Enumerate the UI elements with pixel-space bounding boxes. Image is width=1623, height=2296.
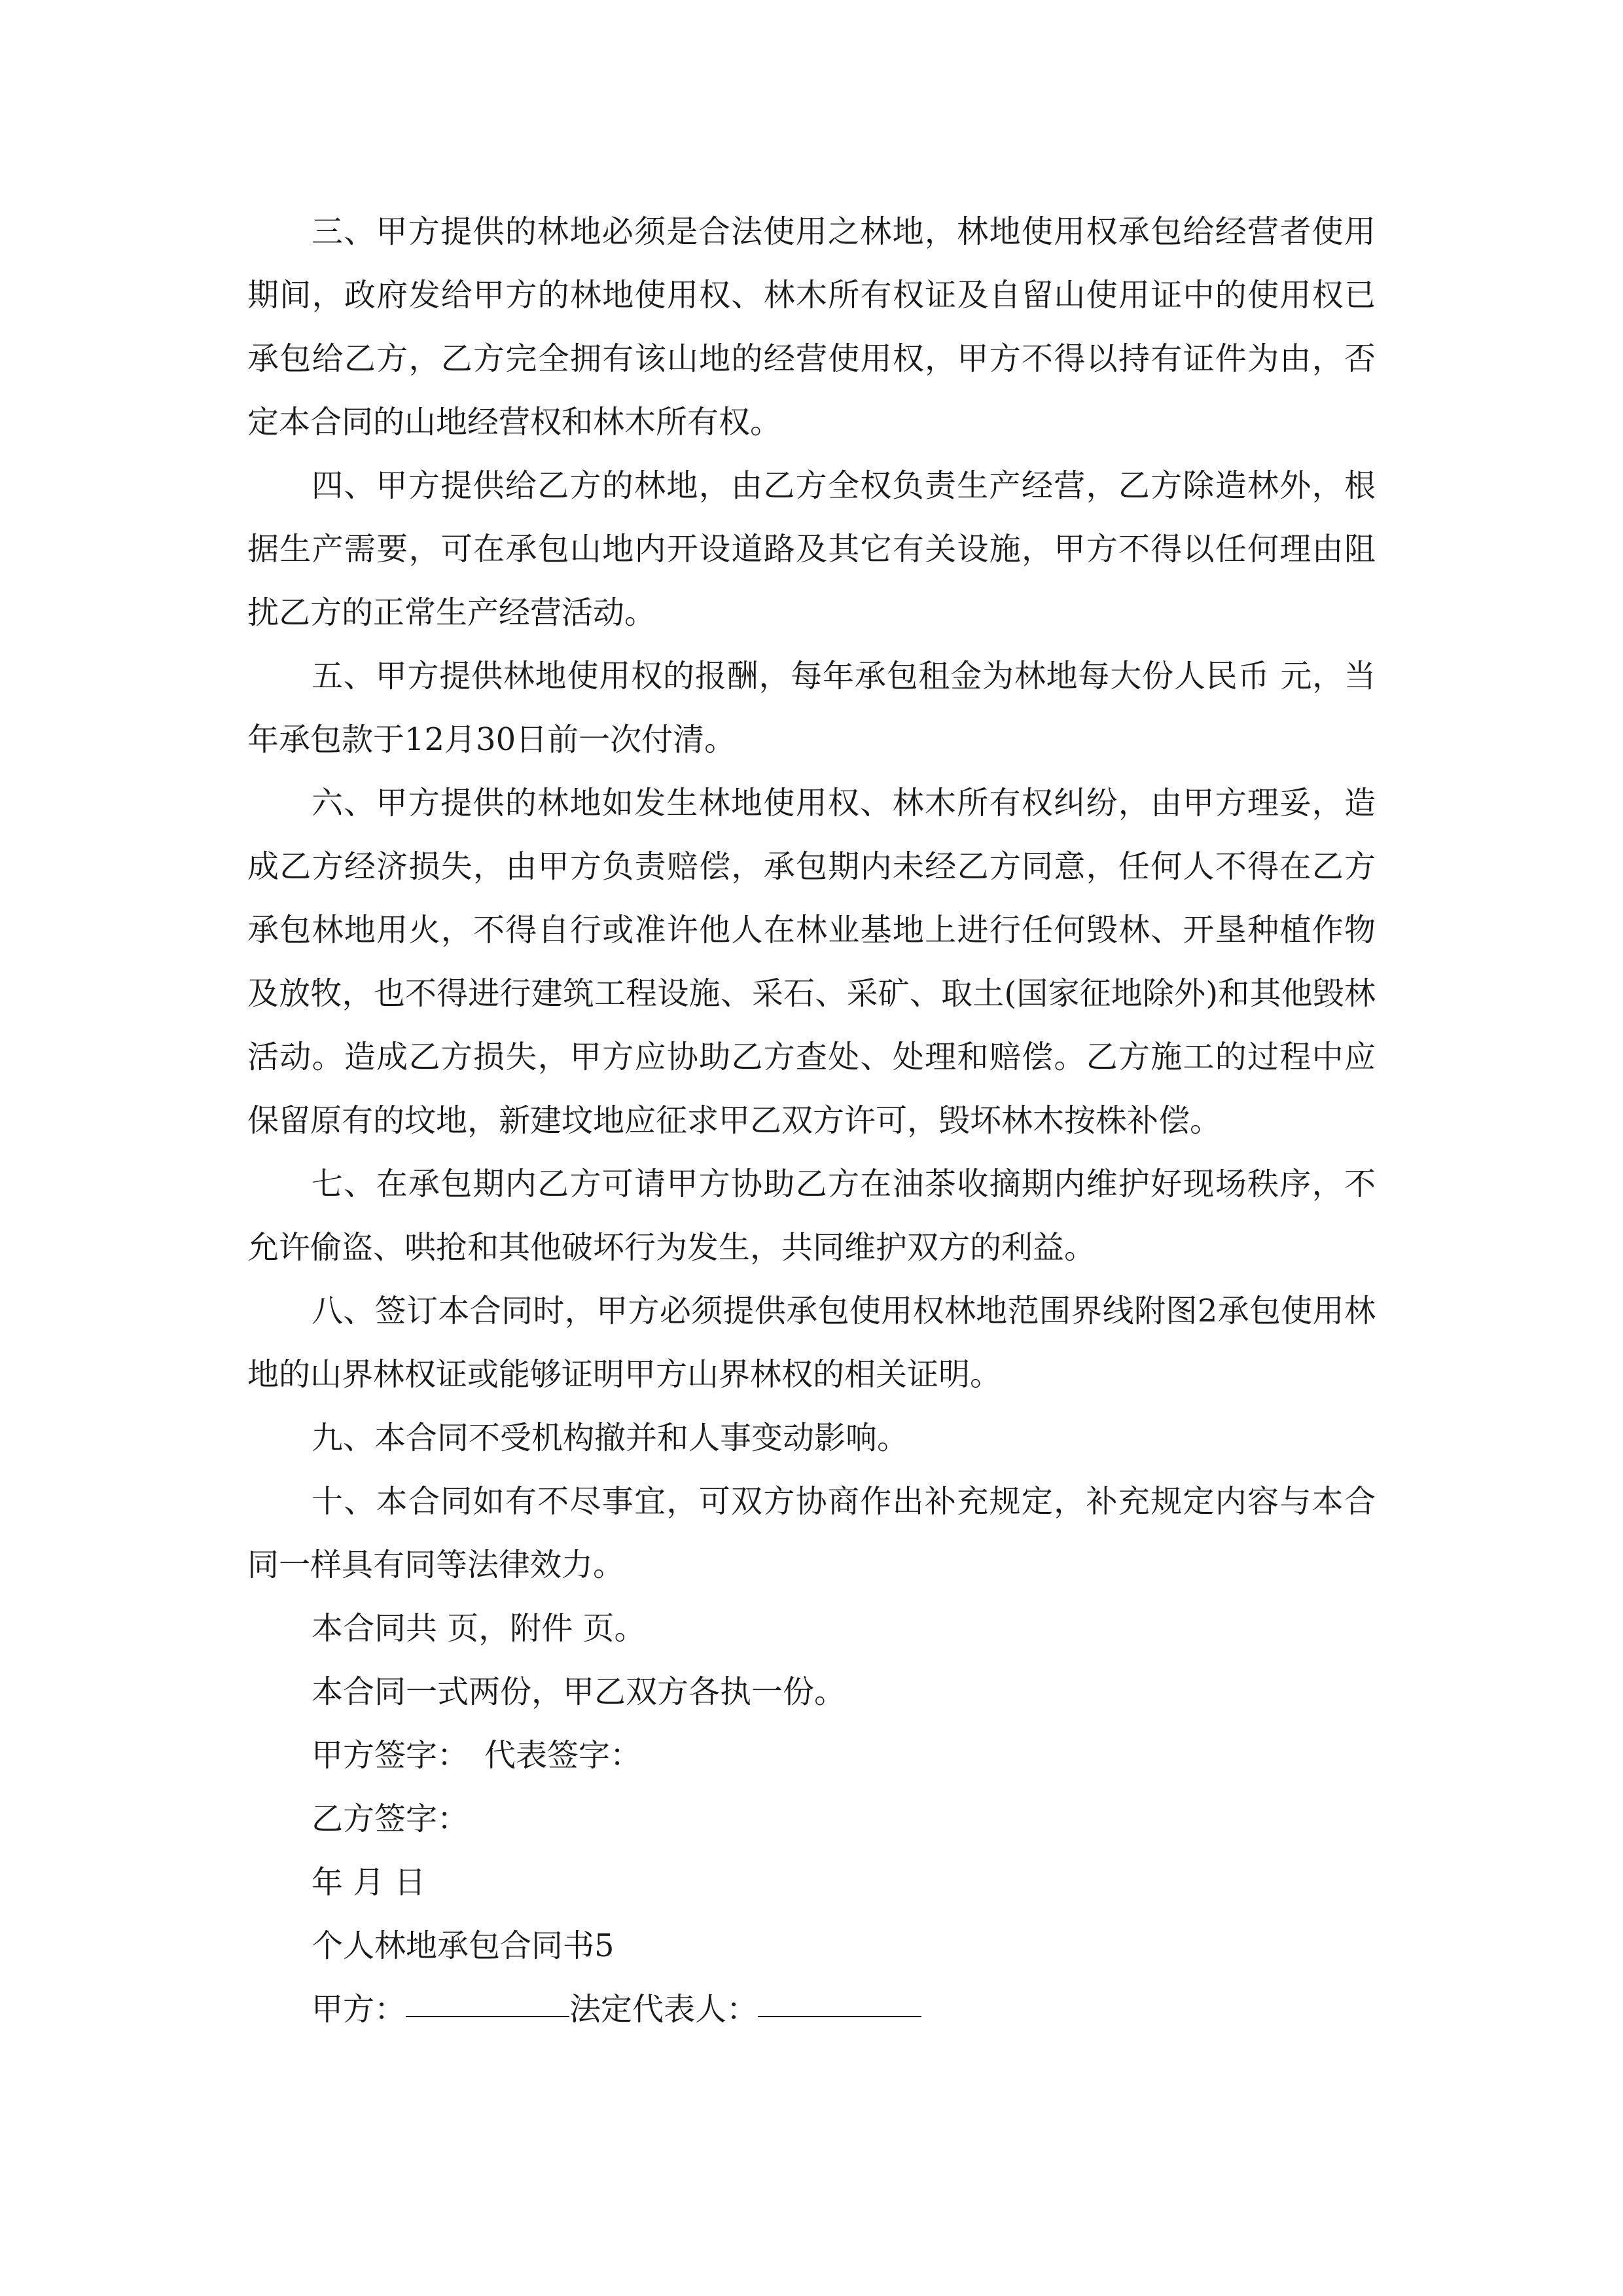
clause-7: 七、在承包期内乙方可请甲方协助乙方在油茶收摘期内维护好现场秩序，不允许偷盗、哄抢和其他破坏行为发生，共同维护双方的利益。 (247, 1166, 1376, 1266)
clause-10: 十、本合同如有不尽事宜，可双方协商作出补充规定，补充规定内容与本合同一样具有同等法律效力。 (247, 1483, 1376, 1583)
party-a-fill-line (247, 1978, 1376, 2041)
copies-line: 本合同一式两份，甲乙双方各执一份。 (312, 1674, 846, 1710)
party-b-signature-line: 乙方签字： (312, 1801, 469, 1837)
clause-6: 六、甲方提供的林地如发生林地使用权、林木所有权纠纷，由甲方理妥，造成乙方经济损失，由甲方负责赔偿，承包期内未经乙方同意，任何人不得在乙方承包林地用火，不得自行或准许他人在林业基地上进行任何毁林、开垦种植作物及放牧，也不得进行建筑工程设施、采石、采矿、取土(国家征地除外)和其他毁林活动。造成乙方损失，甲方应协助乙方查处、处理和赔偿。乙方施工的过程中应保留原有的坟地，新建坟地应征求甲乙双方许可，毁坏林木按株补偿。 (247, 785, 1376, 1139)
pages-line: 本合同共 页，附件 页。 (312, 1610, 646, 1647)
clause-5: 五、甲方提供林地使用权的报酬，每年承包租金为林地每大份人民币 元，当年承包款于12月30日前一次付清。 (247, 658, 1376, 758)
party-a-signature-line: 甲方签字： 代表签字： (312, 1737, 642, 1774)
legal-rep-blank (758, 1978, 921, 2017)
party-a-blank (406, 1978, 569, 2017)
date-line: 年 月 日 (312, 1864, 426, 1901)
next-contract-title: 个人林地承包合同书5 (312, 1928, 615, 1964)
clause-8: 八、签订本合同时，甲方必须提供承包使用权林地范围界线附图2承包使用林地的山界林权证或能够证明甲方山界林权的相关证明。 (247, 1293, 1376, 1393)
clause-9: 九、本合同不受机构撤并和人事变动影响。 (312, 1420, 909, 1456)
document-body (247, 200, 1376, 2041)
legal-rep-label: 法定代表人： (569, 1991, 758, 2028)
clause-3: 三、甲方提供的林地必须是合法使用之林地，林地使用权承包给经营者使用期间，政府发给甲方的林地使用权、林木所有权证及自留山使用证中的使用权已承包给乙方，乙方完全拥有该山地的经营使用权，甲方不得以持有证件为由，否定本合同的山地经营权和林木所有权。 (247, 213, 1376, 440)
party-a-label: 甲方： (312, 1991, 406, 2028)
clause-4: 四、甲方提供给乙方的林地，由乙方全权负责生产经营，乙方除造林外，根据生产需要，可在承包山地内开设道路及其它有关设施，甲方不得以任何理由阻扰乙方的正常生产经营活动。 (247, 467, 1376, 631)
